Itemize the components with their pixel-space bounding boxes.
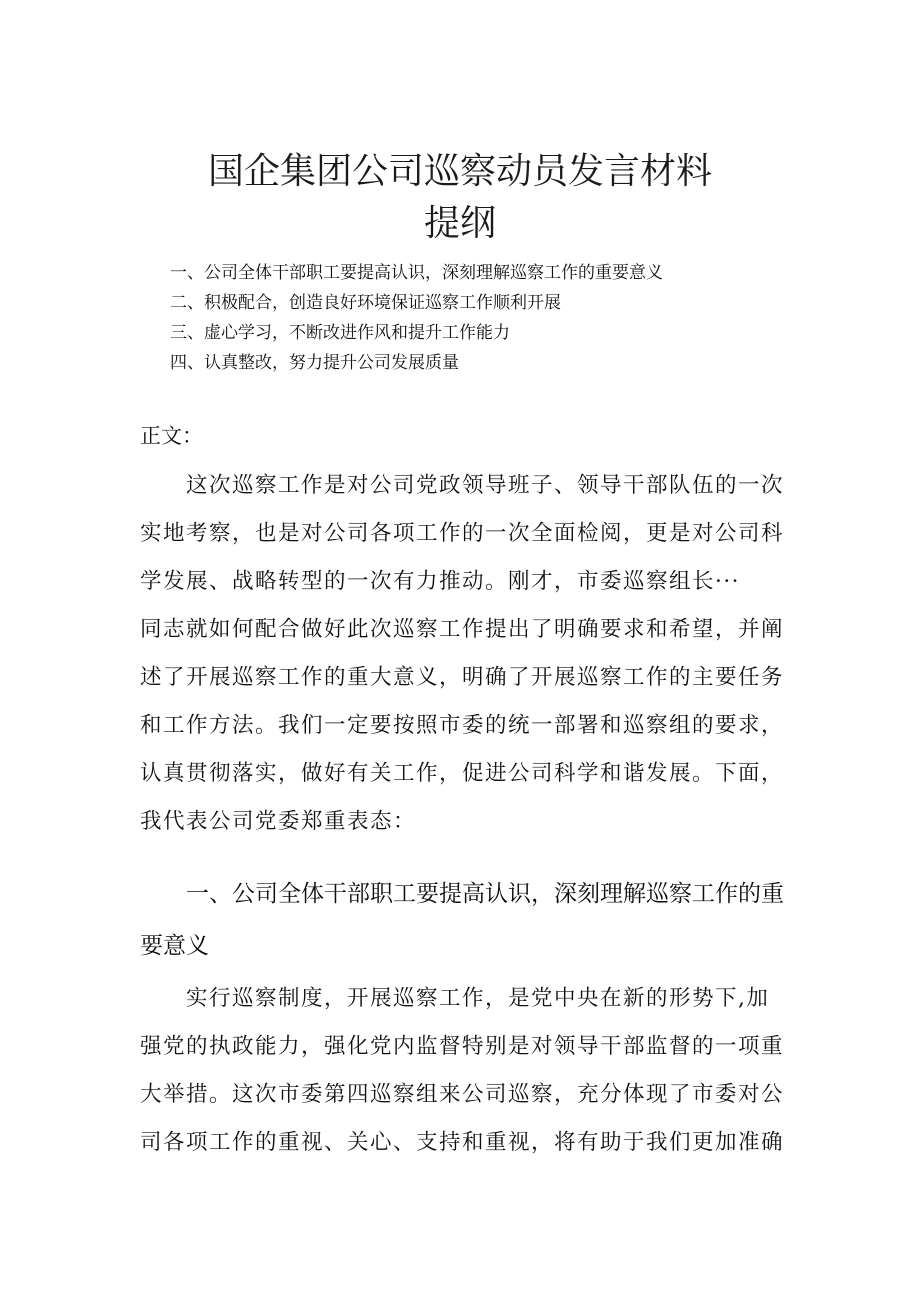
- outline-list: [170, 258, 663, 378]
- paragraph-section-1: [140, 975, 800, 1167]
- paragraph-intro: [140, 462, 800, 846]
- paragraph-line: 这次巡察工作是对公司党政领导班子、领导干部队伍的一次: [140, 473, 785, 498]
- outline-item: 四、认真整改，努力提升公司发展质量: [170, 353, 459, 373]
- outline-item: 二、积极配合，创造良好环境保证巡察工作顺利开展: [170, 293, 561, 313]
- paragraph-line: 同志就如何配合做好此次巡察工作提出了明确要求和希望，并阐: [140, 617, 785, 642]
- section-heading-1: [140, 868, 800, 972]
- paragraph-line: 实地考察，也是对公司各项工作的一次全面检阅，更是对公司科: [140, 521, 785, 546]
- paragraph-line: 述了开展巡察工作的重大意义，明确了开展巡察工作的主要任务: [140, 665, 785, 690]
- document-title: 国企集团公司巡察动员发言材料: [207, 151, 712, 192]
- body-label: 正文：: [140, 424, 203, 448]
- paragraph-line: 大举措。这次市委第四巡察组来公司巡察，充分体现了市委对公: [140, 1082, 785, 1107]
- paragraph-line: 和工作方法。我们一定要按照市委的统一部署和巡察组的要求，: [140, 713, 785, 738]
- paragraph-line: 实行巡察制度，开展巡察工作，是党中央在新的形势下,加: [140, 986, 770, 1011]
- paragraph-line: 我代表公司党委郑重表态：: [140, 809, 417, 834]
- outline-item: 三、虚心学习，不断改进作风和提升工作能力: [170, 323, 510, 343]
- outline-item: 一、公司全体干部职工要提高认识，深刻理解巡察工作的重要意义: [170, 263, 663, 283]
- paragraph-line: 强党的执政能力，强化党内监督特别是对领导干部监督的一项重: [140, 1034, 785, 1059]
- heading-line: 一、公司全体干部职工要提高认识，深刻理解巡察工作的重: [140, 881, 784, 907]
- paragraph-line: 认真贯彻落实，做好有关工作，促进公司科学和谐发展。下面，: [140, 761, 785, 786]
- document-subtitle: 提纲: [423, 203, 496, 244]
- heading-line: 要意义: [140, 933, 209, 959]
- paragraph-line: 学发展、战略转型的一次有力推动。刚才，市委巡察组长···: [140, 569, 741, 594]
- paragraph-line: 司各项工作的重视、关心、支持和重视，将有助于我们更加准确: [140, 1130, 785, 1155]
